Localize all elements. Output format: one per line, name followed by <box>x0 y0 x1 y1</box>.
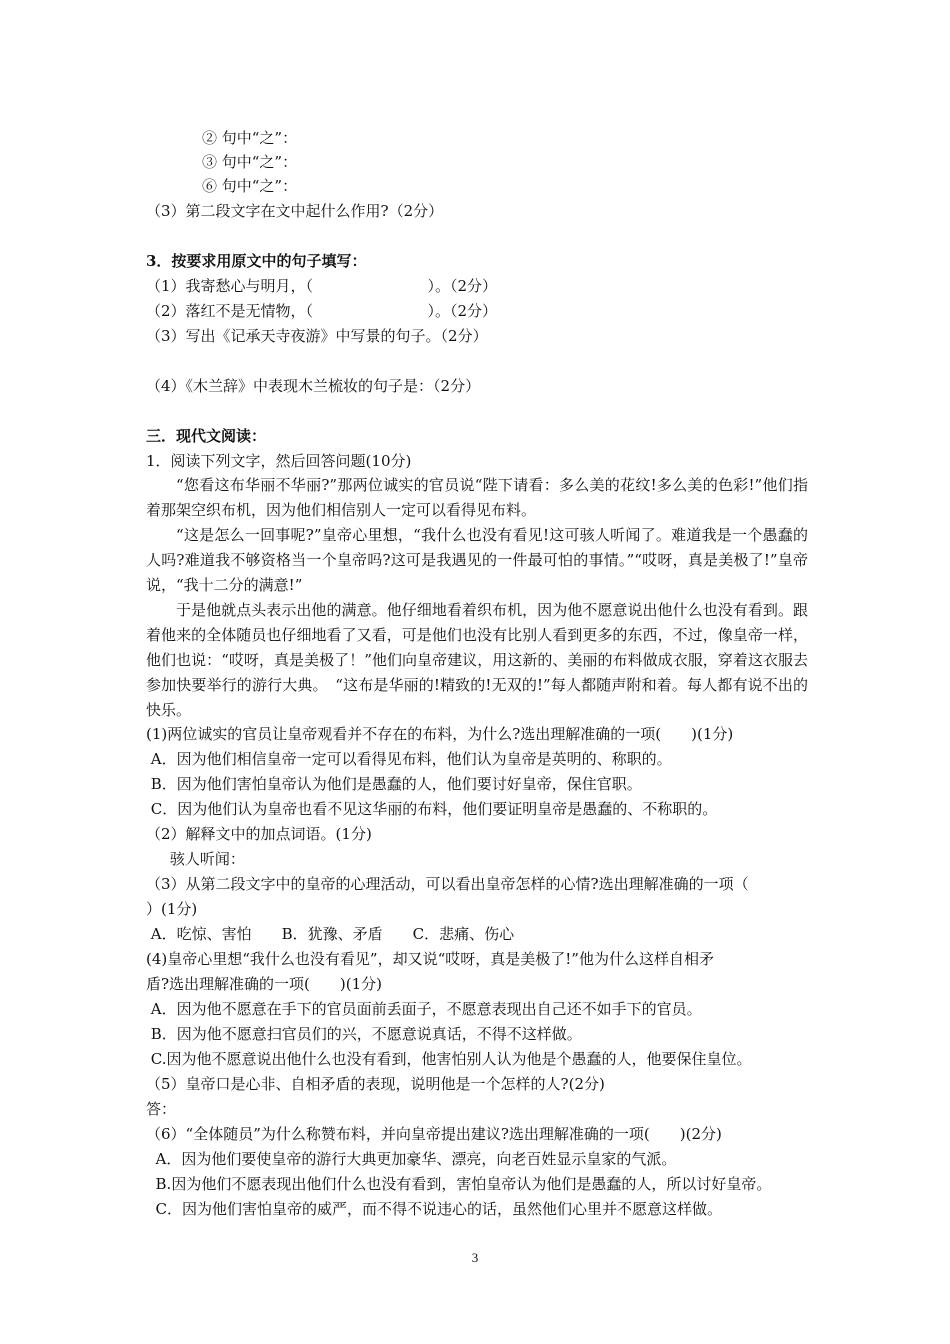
fill-item-2: （2）落红不是无情物，（ ）。（2分） <box>146 302 498 320</box>
question-3: （3）从第二段文字中的皇帝的心理活动，可以看出皇帝怎样的心情?选出理解准确的一项（ <box>146 875 749 893</box>
question-6: （6）“全体随员”为什么称赞布料，并向皇帝提出建议?选出理解准确的一项( )(2分) <box>146 1125 722 1143</box>
question-4-option-b: B．因为他不愿意扫官员们的兴，不愿意说真话，不得不这样做。 <box>146 1025 582 1043</box>
passage-paragraph-2: “这是怎么一回事呢?”皇帝心里想，“我什么也没有看见!这可骇人听闻了。难道我是一个愚蠢的人吗?难道我不够资格当一个皇帝吗?这可是我遇见的一件最可怕的事情。”“哎呀，真是美极了!”皇帝说，“我十二分的满意!” <box>146 526 808 594</box>
page-number: 3 <box>471 1250 479 1265</box>
fill-item-1: （1）我寄愁心与明月，（ ）。（2分） <box>146 277 498 295</box>
question-1-option-c: C．因为他们认为皇帝也看不见这华丽的布料，他们要证明皇帝是愚蠢的、不称职的。 <box>146 800 718 818</box>
question-4-option-a: A．因为他不愿意在手下的官员面前丢面子，不愿意表现出自己还不如手下的官员。 <box>146 1000 702 1018</box>
fill-item-3: （3）写出《记承天寺夜游》中写景的句子。（2分） <box>146 327 488 345</box>
question-5-answer: 答： <box>146 1100 177 1118</box>
modern-heading: 三．现代文阅读： <box>146 427 267 445</box>
question-2-term: 骇人听闻： <box>146 850 245 868</box>
question-6-option-c: C．因为他们害怕皇帝的威严，而不得不说违心的话，虽然他们心里并不愿意这样做。 <box>146 1200 723 1218</box>
q2-item-2: ② 句中“之”： <box>202 129 298 147</box>
question-1-option-b: B．因为他们害怕皇帝认为他们是愚蠢的人，他们要讨好皇帝，保住官职。 <box>146 775 642 793</box>
question-1: (1)两位诚实的官员让皇帝观看并不存在的布料，为什么?选出理解准确的一项( )(1分) <box>146 725 734 743</box>
question-1-option-a: A．因为他们相信皇帝一定可以看得见布料，他们认为皇帝是英明的、称职的。 <box>146 750 672 768</box>
question-5: （5）皇帝口是心非、自相矛盾的表现，说明他是一个怎样的人?(2分) <box>146 1075 605 1093</box>
question-2: （2）解释文中的加点词语。(1分) <box>146 825 372 843</box>
question-6-option-b: B.因为他们不愿表现出他们什么也没有看到，害怕皇帝认为他们是愚蠢的人，所以讨好皇帝。 <box>146 1175 772 1193</box>
question-4-option-c: C.因为他不愿意说出他什么也没有看到，他害怕别人认为他是个愚蠢的人，他要保住皇位。 <box>146 1050 752 1068</box>
fill-item-4: （4）《木兰辞》中表现木兰梳妆的句子是：（2分） <box>146 377 481 395</box>
question-6-option-a: A．因为他们要使皇帝的游行大典更加豪华、漂亮，向老百姓显示皇家的气派。 <box>146 1150 677 1168</box>
q2-item-3: ③ 句中“之”： <box>202 153 298 171</box>
q2-item-6: ⑥ 句中“之”： <box>202 177 298 195</box>
question-4-cont: 盾?选出理解准确的一项( )(1分) <box>146 975 382 993</box>
passage <box>146 473 808 723</box>
passage-paragraph-3: 于是他就点头表示出他的满意。他仔细地看着织布机，因为他不愿意说出他什么也没有看到。跟着他来的全体随员也仔细地看了又看，可是他们也没有比别人看到更多的东西，不过，像皇帝一样，他们也说：“哎呀，真是美极了！”他们向皇帝建议，用这新的、美丽的布料做成衣服，穿着这衣服去参加快要举行的游行大典。 “这布是华丽的!精致的!无双的!”每人都随声附和着。每人都有说不出的快乐。 <box>146 601 808 719</box>
q3-role-question: （3）第二段文字在文中起什么作用?（2分） <box>146 202 444 220</box>
fill-heading: 3．按要求用原文中的句子填写： <box>146 252 367 270</box>
question-4: (4)皇帝心里想“我什么也没有看见”，却又说“哎呀，真是美极了!”他为什么这样自相矛 <box>146 950 714 968</box>
reading-intro: 1．阅读下列文字，然后回答问题(10分) <box>146 452 412 470</box>
passage-paragraph-1: “您看这布华丽不华丽?”那两位诚实的官员说“陛下请看：多么美的花纹!多么美的色彩!”他们指着那架空织布机，因为他们相信别人一定可以看得见布料。 <box>146 476 808 519</box>
question-3-options: A．吃惊、害怕 B．犹豫、矛盾 C．悲痛、伤心 <box>146 925 515 943</box>
question-3-cont: ）(1分) <box>146 900 198 918</box>
